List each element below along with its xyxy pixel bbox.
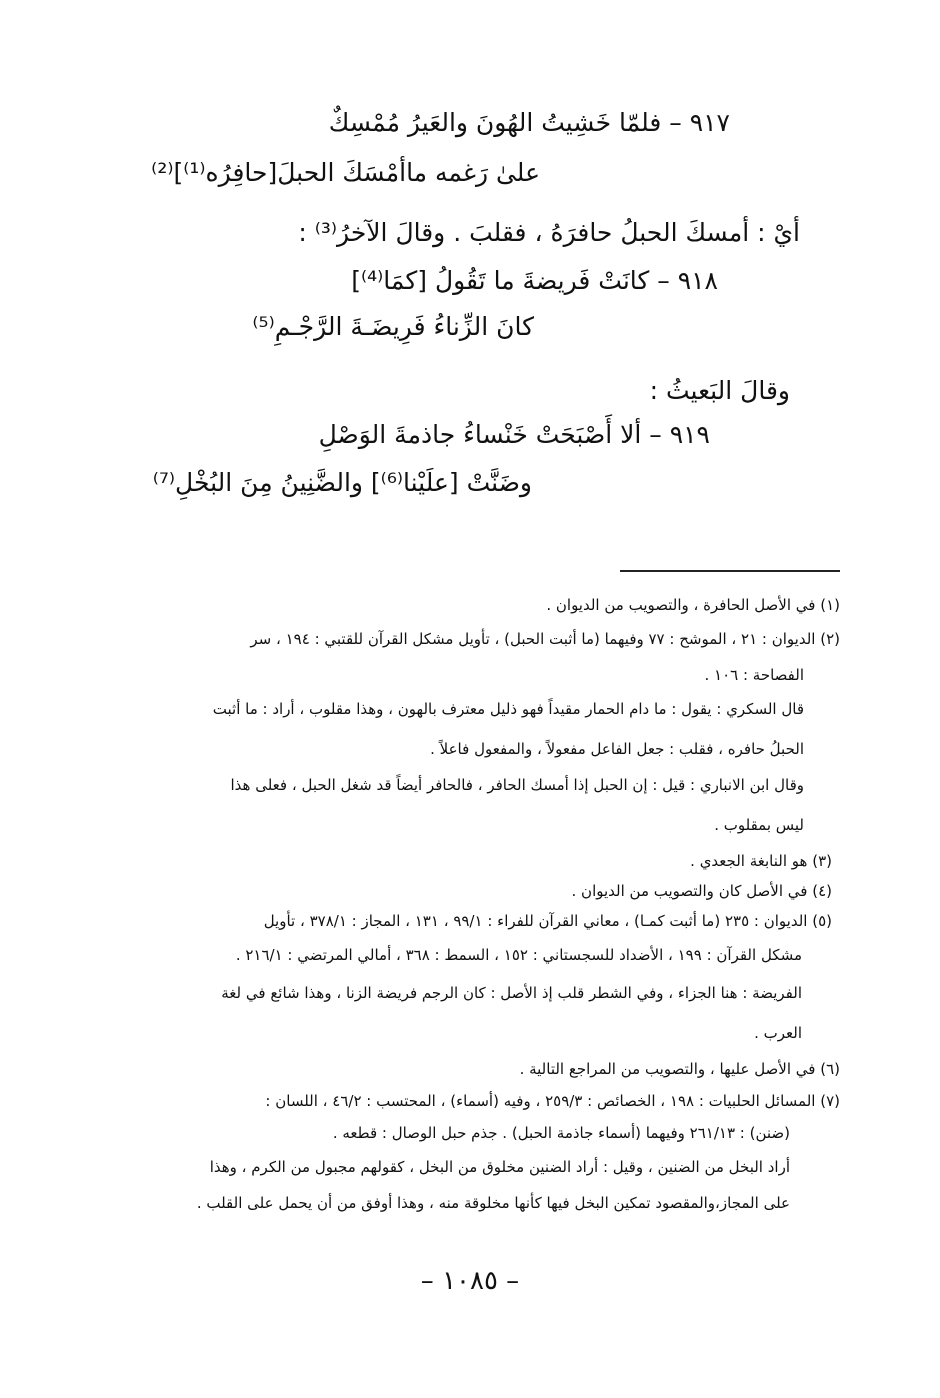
verse-commentary: وقالَ البَعيثُ : [649, 376, 790, 405]
verse-commentary: أيْ : أمسكَ الحبلُ حافرَهُ ، فقلبَ . وقالَ الآخرُ⁽³⁾ : [298, 218, 800, 247]
footnote-5: (٥) الديوان : ٢٣٥ (ما أثبت كمـا) ، معاني القرآن للفراء : ٩٩/١ ، ١٣١ ، المجاز : ٣٧٨/١ ، تأويل [263, 912, 832, 930]
footnote-5-continuation: العرب . [754, 1024, 802, 1042]
footnote-6: (٦) في الأصل عليها ، والتصويب من المراجع التالية . [519, 1060, 840, 1078]
verse-917-second-hemistich: علىٰ رَغمه ماأمْسَكَ الحبلَ[حافِرُه⁽¹⁾]⁽²⁾ [151, 158, 540, 187]
verse-918-second-hemistich: كانَ الزِّناءُ فَرِيضَـةَ الرَّجْـمِ⁽⁵⁾ [252, 312, 534, 341]
verse-919-second-hemistich: وضَنَّتْ [علَيْنا⁽⁶⁾] والضَّنِينُ مِنَ البُخْلِ⁽⁷⁾ [152, 468, 532, 497]
footnote-separator [620, 570, 840, 572]
verse-917-first-hemistich: ٩١٧ – فلمّا خَشِيتُ الهُونَ والعَيرُ مُمْسِكٌ [328, 108, 730, 137]
footnote-2-continuation: وقال ابن الانباري : قيل : إن الحبل إذا أمسك الحافر ، فالحافر أيضاً قد شغل الحبل ، فعلى هذا [230, 776, 804, 794]
footnote-4: (٤) في الأصل كان والتصويب من الديوان . [571, 882, 832, 900]
footnote-1: (١) في الأصل الحافرة ، والتصويب من الديوان . [546, 596, 840, 614]
footnote-2-continuation: الفصاحة : ١٠٦ . [704, 666, 804, 684]
footnote-7-continuation: أراد البخل من الضنين ، وقيل : أراد الضنين مخلوق من البخل ، كقولهم مجبول من الكرم ، وهذا [209, 1158, 790, 1176]
footnote-5-continuation: مشكل القرآن : ١٩٩ ، الأضداد للسجستاني : ١٥٢ ، السمط : ٣٦٨ ، أمالي المرتضي : ٢١٦/١ . [235, 946, 802, 964]
verse-919-first-hemistich: ٩١٩ – ألا أَصْبَحَتْ خَنْساءُ جاذمةَ الوَصْلِ [318, 420, 710, 449]
footnote-7-continuation: (ضنن) : ٢٦١/١٣ وفيهما (أسماء جاذمة الحبل) . جذم حبل الوصال : قطعه . [332, 1124, 790, 1142]
footnote-2: (٢) الديوان : ٢١ ، الموشح : ٧٧ وفيهما (ما أثبت الحبل) ، تأويل مشكل القرآن للقتبي : ١٩٤ ، سر [250, 630, 840, 648]
footnote-7: (٧) المسائل الحلبيات : ١٩٨ ، الخصائص : ٢٥٩/٣ ، وفيه (أسماء) ، المحتسب : ٤٦/٢ ، اللسان : [265, 1092, 840, 1110]
footnote-2-continuation: الحبلُ حافره ، فقلب : جعل الفاعل مفعولاً ، والمفعول فاعلاً . [430, 740, 804, 758]
footnote-5-continuation: الفريضة : هنا الجزاء ، وفي الشطر قلب إذ الأصل : كان الرجم فريضة الزنا ، وهذا شائع في لغة [221, 984, 802, 1002]
footnote-2-continuation: ليس بمقلوب . [714, 816, 804, 834]
page-number: – ١٠٨٥ – [420, 1266, 520, 1296]
footnote-3: (٣) هو النابغة الجعدي . [690, 852, 832, 870]
footnote-7-continuation: على المجاز،والمقصود تمكين البخل فيها كأنها مخلوقة منه ، وهذا أوفق من أن يحمل على القلب . [196, 1194, 790, 1212]
verse-918-first-hemistich: ٩١٨ – كانَتْ فَريضةَ ما تَقُولُ [كمَا⁽⁴⁾] [351, 266, 718, 295]
footnote-2-continuation: قال السكري : يقول : ما دام الحمار مقيداً فهو ذليل معترف بالهون ، وهذا مقلوب ، أراد : ما أثبت [212, 700, 804, 718]
